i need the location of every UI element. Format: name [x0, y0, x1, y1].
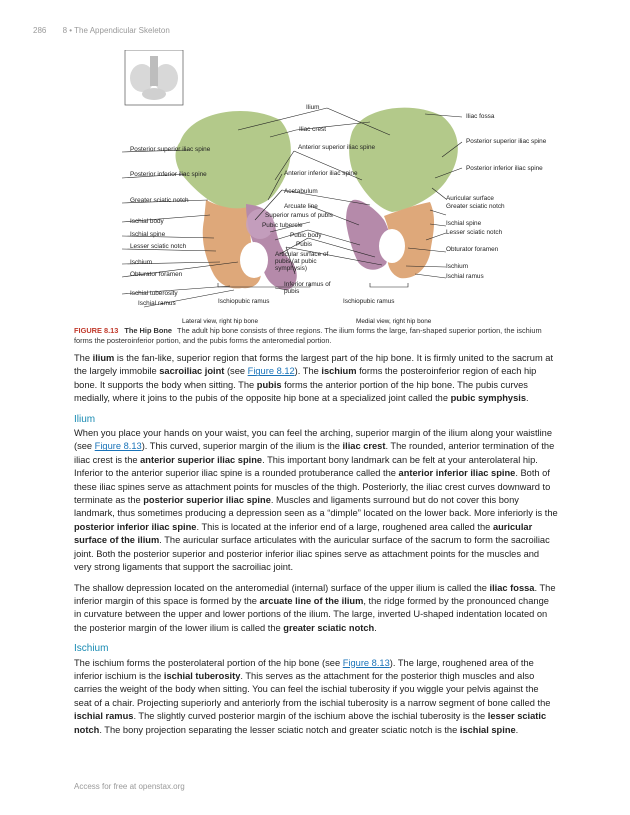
label-ischium-left: Ischium — [130, 259, 153, 266]
label-iliac-fossa: Iliac fossa — [466, 113, 495, 120]
medial-hip-bone — [346, 108, 458, 279]
paragraph-intro: The ilium is the fan-like, superior region that forms the largest part of the hip bone. It is firmly united to the sacrum at the largely immobile sacroiliac joint (see Figure 8.12). The ischium forms the posteroinferior region of each hip bone. It supports the body when sitting. The pubis forms the anterior portion of the hip bone. The pubis curves medially, where it joins to the pubis of the opposite hip bone at a specialized joint called the pubic symphysis. — [74, 353, 554, 404]
paragraph-iliac-fossa: The shallow depression located on the anteromedial (internal) surface of the upper ilium is called the iliac fossa. The inferior margin of this space is formed by the arcuate line of the ilium, the ridge formed by the pronounced change in curvature between the upper and lower portions of the ilium. The large, inverted U-shaped indentation located on the posterior margin of the lower ilium is called the greater sciatic notch. — [74, 582, 556, 633]
label-greater-sciatic-notch-right: Greater sciatic notch — [446, 203, 505, 210]
label-arcuate-line: Arcuate line — [284, 203, 318, 210]
label-anterior-inferior-iliac-spine: Anterior inferior iliac spine — [284, 170, 358, 177]
label-pubis: Pubis — [296, 241, 312, 248]
label-posterior-inferior-iliac-spine-right: Posterior inferior iliac spine — [466, 165, 543, 172]
page-number: 286 — [33, 26, 47, 35]
figure-number: FIGURE 8.13 — [74, 326, 119, 335]
main-content — [74, 352, 558, 744]
label-acetabulum: Acetabulum — [284, 188, 318, 195]
label-obturator-foramen-right: Obturator foramen — [446, 246, 499, 253]
page-header — [33, 26, 184, 35]
label-pubic-tubercle: Pubic tubercle — [262, 222, 303, 229]
figure-8-12-link[interactable]: Figure 8.12 — [247, 366, 295, 377]
label-ischial-body: Ischial body — [130, 218, 164, 225]
label-ischial-ramus-right: Ischial ramus — [446, 273, 484, 280]
label-medial-view: Medial view, right hip bone — [356, 318, 432, 325]
label-posterior-superior-iliac-spine-right: Posterior superior iliac spine — [466, 138, 547, 145]
label-iliac-crest: Iliac crest — [299, 126, 326, 133]
ilium-region-left — [176, 111, 291, 209]
label-lesser-sciatic-notch-left: Lesser sciatic notch — [130, 243, 187, 250]
paragraph-ischium: The ischium forms the posterolateral portion of the hip bone (see Figure 8.13). The large, roughened area of the inferior ischium is the ischial tuberosity. This serves as the attachment for the posterior thigh muscles and also carries the weight of the body when sitting. You can feel the ischial tuberosity if you wiggle your pelvis against the seat of a chair. Projecting superiorly and anteriorly from the ischial tuberosity is a narrow segment of bone called the ischial ramus. The slightly curved posterior margin of the ischium above the ischial tuberosity is the lesser sciatic notch. The bony projection separating the lesser sciatic notch and greater sciatic notch is the ischial spine. — [74, 657, 551, 735]
label-auricular-surface: Auricular surface — [446, 195, 494, 202]
figure-caption — [74, 326, 554, 345]
label-ischiopubic-ramus-right: Ischiopubic ramus — [343, 298, 395, 305]
label-ischium-right: Ischium — [446, 263, 469, 270]
label-ischial-ramus-left: Ischial ramus — [138, 300, 176, 307]
page-footer: Access for free at openstax.org — [74, 782, 185, 791]
label-posterior-superior-iliac-spine-left: Posterior superior iliac spine — [130, 146, 211, 153]
label-greater-sciatic-notch-left: Greater sciatic notch — [130, 197, 189, 204]
ilium-region-right — [349, 108, 458, 212]
hip-bone-figure — [70, 50, 570, 340]
label-pubic-body: Pubic body — [290, 232, 322, 239]
section-heading-ilium: Ilium — [74, 413, 96, 425]
chapter-title: 8 • The Appendicular Skeleton — [62, 26, 170, 35]
label-lesser-sciatic-notch-right: Lesser sciatic notch — [446, 229, 503, 236]
paragraph-ilium: When you place your hands on your waist, you can feel the arching, superior margin of the ilium along your waistline (see Figure 8.13). This curved, superior margin of the ilium is the iliac crest. The rounded, anterior termination of the iliac crest is the anterior superior iliac spine. This important bony landmark can be felt at your anterolateral hip. Inferior to the anterior superior iliac spine is a rounded protuberance called the anterior inferior iliac spine. Both of these iliac spines serve as attachment points for muscles of the thigh. Posteriorly, the iliac crest curves downward to terminate as the posterior superior iliac spine. Muscles and ligaments surround but do not cover this bony landmark, thus sometimes producing a depression seen as a “dimple” located on the lower back. More inferiorly is the posterior inferior iliac spine. This is located at the inferior end of a large, roughened area called the auricular surface of the ilium. The auricular surface articulates with the auricular surface of the sacrum to form the sacroiliac joint. Both the posterior superior and posterior inferior iliac spines serve as attachment points for the muscles and very strong ligaments that support the sacroiliac joint. — [74, 428, 558, 573]
label-ischial-tuberosity: Ischial tuberosity — [130, 290, 178, 297]
label-lateral-view: Lateral view, right hip bone — [182, 318, 259, 325]
label-anterior-superior-iliac-spine: Anterior superior iliac spine — [298, 144, 376, 151]
label-ischiopubic-ramus-left: Ischiopubic ramus — [218, 298, 270, 305]
label-obturator-foramen-left: Obturator foramen — [130, 271, 183, 278]
figure-title: The Hip Bone — [124, 326, 172, 335]
figure-8-13-link[interactable]: Figure 8.13 — [94, 441, 142, 452]
label-ischial-spine-left: Ischial spine — [130, 231, 166, 238]
label-ilium: Ilium — [306, 104, 320, 111]
figure-caption-text: The adult hip bone consists of three regions. The ilium forms the large, fan-shaped superior portion, the ischium forms the posteroinferior portion, and the pubis forms the anteromedial portion. — [74, 326, 542, 345]
figure-8-13-link-2[interactable]: Figure 8.13 — [342, 657, 390, 668]
label-posterior-inferior-iliac-spine-left: Posterior inferior iliac spine — [130, 171, 207, 178]
label-ischial-spine-right: Ischial spine — [446, 220, 482, 227]
label-superior-ramus-of-pubis: Superior ramus of pubis — [265, 212, 333, 219]
pelvis-thumbnail — [125, 50, 183, 105]
label-inferior-ramus-of-pubis: Inferior ramus of pubis — [284, 281, 331, 296]
label-articular-surface-of-pubis: Articular surface of pubis (at pubic symphysis) — [275, 251, 329, 273]
section-heading-ischium: Ischium — [74, 643, 109, 655]
